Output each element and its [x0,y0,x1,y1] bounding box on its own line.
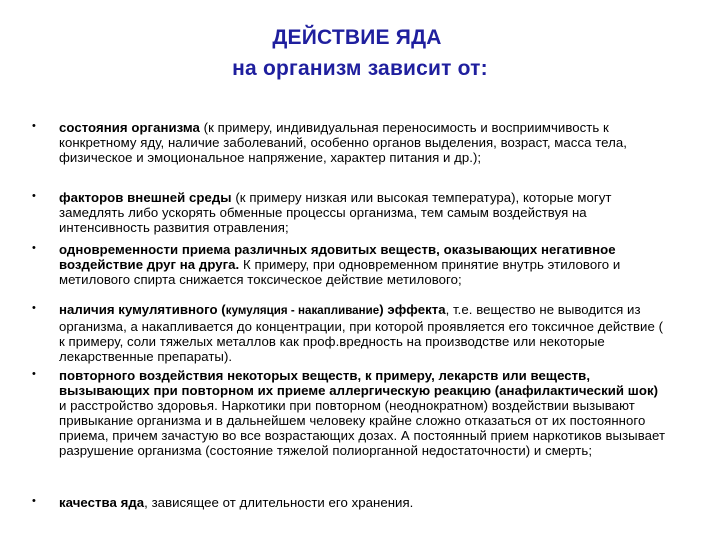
list-item-rest: К примеру, при одновременном принятие внутрь этилового и метилового спирта снижается токсическое действие метилового; [59,257,621,288]
list-item-text [59,302,669,364]
list-item-rest: и расстройство здоровья. Наркотики при повторном (неоднократном) воздействии вызывают привыкание организма и в дальнейшем человеку крайне сложно отказаться от их постоянного приема, причем зачастую во все возрастающих дозах. А постоянный прием наркотиков вызывает разрушение организма (состояние тяжелой полиорганной недостаточности) и смерть; [59,398,666,459]
list-item-text [59,368,669,459]
bullet-icon: • [32,495,36,507]
list-item [0,368,720,495]
list-item-lead: факторов внешней среды [59,190,232,205]
list-item-lead: повторного воздействия некоторых веществ, к примеру, лекарств или веществ, вызывающих при повторном их приеме аллергическую реакцию (анафилактический шок) [59,368,659,399]
list-item-text [59,242,669,287]
bullet-icon: • [32,302,36,314]
bullet-icon: • [32,368,36,380]
list-item [0,495,720,515]
list-item-lead: наличия кумулятивного ( [59,302,226,317]
factor-list [0,120,720,515]
list-item-lead: одновременности приема различных ядовитых веществ, оказывающих негативное воздействие друг на друга. [59,242,616,273]
bullet-icon: • [32,190,36,202]
list-item [0,242,720,302]
list-item-lead: состояния организма [59,120,200,135]
list-item [0,302,720,368]
bullet-icon: • [32,120,36,132]
list-item-rest: , т.е. вещество не выводится из организма, а накапливается до концентрации, при которой проявляется его токсичное действие ( к примеру, соли тяжелых металлов как проф.вредность на производстве или некоторые лекарственные препараты). [59,302,664,365]
list-item [0,190,720,242]
list-item-parenthetical: кумуляция - накапливание [225,305,380,317]
list-item-lead-end: ) эффекта [379,302,446,317]
list-item-text [59,120,669,165]
list-item-rest: (к примеру, индивидуальная переносимость и восприимчивость к конкретному яду, наличие заболеваний, особенно органов выделения, возраст, масса тела, физическое и эмоциональное напряжение, характер питания и др.); [59,120,627,166]
list-item-lead: качества яда [59,495,145,510]
list-item-text [59,190,669,235]
list-item-text [59,495,669,510]
list-item [0,120,720,190]
slide-title: ДЕЙСТВИЕ ЯДА [272,26,442,49]
list-item-rest: (к примеру низкая или высокая температура), которые могут замедлять либо ускорять обменные процессы организма, тем самым воздействуя на интенсивность развития отравления; [59,190,612,236]
list-item-rest: , зависящее от длительности его хранения. [144,495,414,510]
slide-subtitle: на организм зависит от: [232,57,488,80]
bullet-icon: • [32,242,36,254]
